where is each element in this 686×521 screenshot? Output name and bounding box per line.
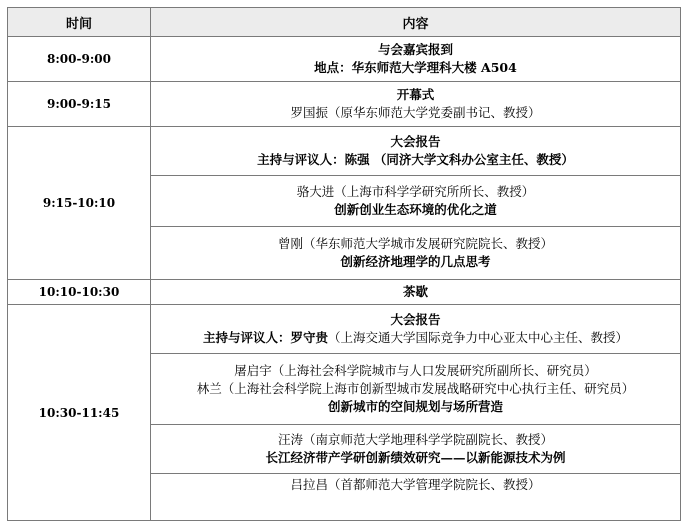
- schedule-table: [7, 7, 681, 521]
- row-content: [151, 354, 681, 425]
- table-row: [8, 82, 681, 127]
- moderator-affiliation: （上海交通大学国际竞争力中心亚太中心主任、教授）: [328, 330, 629, 345]
- content-line: 曾刚（华东师范大学城市发展研究院院长、教授）: [277, 236, 553, 251]
- content-line: 吕拉昌（首都师范大学管理学院院长、教授）: [290, 477, 541, 492]
- row-content: [151, 127, 681, 176]
- content-line: 骆大进（上海市科学学研究所所长、教授）: [296, 184, 535, 199]
- header-time: 时间: [8, 8, 151, 37]
- content-line: 创新经济地理学的几点思考: [340, 254, 491, 269]
- table-row: [8, 127, 681, 176]
- row-content: [151, 82, 681, 127]
- content-line: 长江经济带产学研创新绩效研究——以新能源技术为例: [265, 450, 566, 465]
- row-time: 8:00-9:00: [8, 37, 151, 82]
- row-content: [151, 474, 681, 521]
- header-content: 内容: [151, 8, 681, 37]
- content-line: 开幕式: [396, 87, 435, 102]
- content-line: 创新城市的空间规划与场所营造: [327, 399, 503, 414]
- content-line: 大会报告: [390, 134, 441, 149]
- row-content: [151, 176, 681, 227]
- row-time: 9:00-9:15: [8, 82, 151, 127]
- content-line: 创新创业生态环境的优化之道: [334, 202, 497, 217]
- content-line: 汪涛（南京师范大学地理科学学院副院长、教授）: [277, 432, 553, 447]
- content-line: 罗国振（原华东师范大学党委副书记、教授）: [290, 105, 541, 120]
- content-line: 主持与评议人：陈强 （同济大学文科办公室主任、教授）: [257, 152, 574, 167]
- content-line: 林兰（上海社会科学院上海市创新型城市发展战略研究中心执行主任、研究员）: [196, 381, 635, 396]
- table-row: [8, 305, 681, 354]
- content-line: 与会嘉宾报到: [377, 42, 453, 57]
- table-row: [8, 37, 681, 82]
- row-time: 10:10-10:30: [8, 280, 151, 305]
- content-line: 屠启宇（上海社会科学院城市与人口发展研究所副所长、研究员）: [234, 363, 597, 378]
- row-content: [151, 425, 681, 474]
- content-line: 大会报告: [390, 312, 441, 327]
- row-content: [151, 305, 681, 354]
- row-time: 10:30-11:45: [8, 305, 151, 521]
- row-time: 9:15-10:10: [8, 127, 151, 280]
- content-line: 地点：华东师范大学理科大楼 A504: [314, 60, 517, 75]
- content-line: [153, 329, 678, 347]
- row-content: [151, 227, 681, 280]
- table-row: [8, 280, 681, 305]
- row-content: [151, 37, 681, 82]
- moderator-label: 主持与评议人：罗守贵: [202, 330, 328, 345]
- row-content: 茶歇: [151, 280, 681, 305]
